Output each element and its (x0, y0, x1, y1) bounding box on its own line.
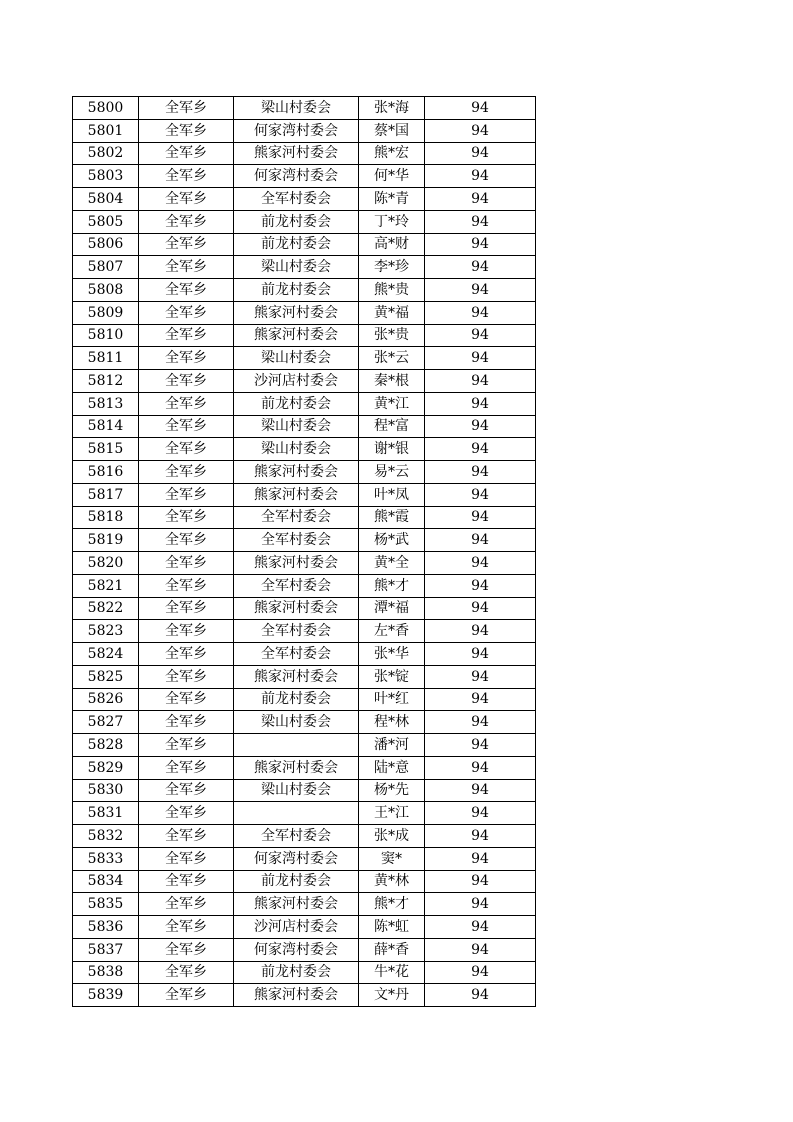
township-cell: 全军乡 (139, 256, 234, 279)
person-name-cell: 黄*全 (359, 552, 425, 575)
table-row (73, 574, 536, 597)
row-number-cell: 5804 (73, 188, 139, 211)
township-cell: 全军乡 (139, 643, 234, 666)
table-row (73, 916, 536, 939)
township-cell: 全军乡 (139, 438, 234, 461)
row-number-cell: 5824 (73, 643, 139, 666)
score-cell: 94 (425, 802, 536, 825)
village-committee-cell: 熊家河村委会 (234, 665, 359, 688)
village-committee-cell: 梁山村委会 (234, 347, 359, 370)
village-committee-cell: 前龙村委会 (234, 279, 359, 302)
person-name-cell: 黄*福 (359, 301, 425, 324)
person-name-cell: 叶*凤 (359, 483, 425, 506)
table-row (73, 438, 536, 461)
row-number-cell: 5835 (73, 893, 139, 916)
village-committee-cell: 熊家河村委会 (234, 142, 359, 165)
table-row (73, 97, 536, 120)
score-cell: 94 (425, 461, 536, 484)
row-number-cell: 5831 (73, 802, 139, 825)
person-name-cell: 丁*玲 (359, 210, 425, 233)
row-number-cell: 5819 (73, 529, 139, 552)
person-name-cell: 熊*才 (359, 893, 425, 916)
township-cell: 全军乡 (139, 370, 234, 393)
score-cell: 94 (425, 643, 536, 666)
row-number-cell: 5837 (73, 938, 139, 961)
person-name-cell: 黄*江 (359, 392, 425, 415)
township-cell: 全军乡 (139, 324, 234, 347)
village-committee-cell: 全军村委会 (234, 620, 359, 643)
table-row (73, 984, 536, 1007)
table-row (73, 597, 536, 620)
table-row (73, 665, 536, 688)
township-cell: 全军乡 (139, 870, 234, 893)
score-cell: 94 (425, 506, 536, 529)
village-committee-cell: 熊家河村委会 (234, 301, 359, 324)
table-row (73, 461, 536, 484)
score-cell: 94 (425, 984, 536, 1007)
person-name-cell: 陆*意 (359, 756, 425, 779)
person-name-cell: 黄*林 (359, 870, 425, 893)
row-number-cell: 5822 (73, 597, 139, 620)
township-cell: 全军乡 (139, 97, 234, 120)
score-cell: 94 (425, 734, 536, 757)
village-committee-cell: 梁山村委会 (234, 438, 359, 461)
score-cell: 94 (425, 233, 536, 256)
row-number-cell: 5830 (73, 779, 139, 802)
row-number-cell: 5815 (73, 438, 139, 461)
score-cell: 94 (425, 438, 536, 461)
township-cell: 全军乡 (139, 119, 234, 142)
row-number-cell: 5833 (73, 847, 139, 870)
person-name-cell: 左*香 (359, 620, 425, 643)
score-cell: 94 (425, 961, 536, 984)
score-cell: 94 (425, 142, 536, 165)
township-cell: 全军乡 (139, 620, 234, 643)
row-number-cell: 5820 (73, 552, 139, 575)
table-row (73, 779, 536, 802)
person-name-cell: 熊*霞 (359, 506, 425, 529)
row-number-cell: 5802 (73, 142, 139, 165)
village-committee-cell (234, 802, 359, 825)
village-committee-cell: 何家湾村委会 (234, 847, 359, 870)
table-row (73, 415, 536, 438)
table-row (73, 552, 536, 575)
person-name-cell: 李*珍 (359, 256, 425, 279)
person-name-cell: 熊*贵 (359, 279, 425, 302)
table-row (73, 256, 536, 279)
village-committee-cell: 全军村委会 (234, 506, 359, 529)
table-row (73, 279, 536, 302)
village-committee-cell: 前龙村委会 (234, 961, 359, 984)
row-number-cell: 5807 (73, 256, 139, 279)
row-number-cell: 5836 (73, 916, 139, 939)
village-committee-cell: 熊家河村委会 (234, 984, 359, 1007)
person-name-cell: 程*林 (359, 711, 425, 734)
table-row (73, 370, 536, 393)
table-row (73, 324, 536, 347)
score-cell: 94 (425, 620, 536, 643)
table-row (73, 734, 536, 757)
village-committee-cell: 前龙村委会 (234, 392, 359, 415)
person-name-cell: 陈*虹 (359, 916, 425, 939)
township-cell: 全军乡 (139, 893, 234, 916)
person-name-cell: 文*丹 (359, 984, 425, 1007)
row-number-cell: 5821 (73, 574, 139, 597)
table-row (73, 165, 536, 188)
person-name-cell: 熊*宏 (359, 142, 425, 165)
score-cell: 94 (425, 279, 536, 302)
township-cell: 全军乡 (139, 392, 234, 415)
person-name-cell: 窦* (359, 847, 425, 870)
row-number-cell: 5828 (73, 734, 139, 757)
table-row (73, 870, 536, 893)
person-name-cell: 陈*青 (359, 188, 425, 211)
score-cell: 94 (425, 665, 536, 688)
row-number-cell: 5839 (73, 984, 139, 1007)
table-row (73, 506, 536, 529)
row-number-cell: 5829 (73, 756, 139, 779)
table-row (73, 938, 536, 961)
person-name-cell: 熊*才 (359, 574, 425, 597)
score-cell: 94 (425, 893, 536, 916)
table-row (73, 119, 536, 142)
village-committee-cell: 熊家河村委会 (234, 756, 359, 779)
person-name-cell: 何*华 (359, 165, 425, 188)
table-row (73, 620, 536, 643)
township-cell: 全军乡 (139, 301, 234, 324)
table-row (73, 529, 536, 552)
row-number-cell: 5834 (73, 870, 139, 893)
village-committee-cell: 全军村委会 (234, 529, 359, 552)
village-committee-cell (234, 734, 359, 757)
table-row (73, 756, 536, 779)
person-name-cell: 王*江 (359, 802, 425, 825)
township-cell: 全军乡 (139, 142, 234, 165)
village-committee-cell: 梁山村委会 (234, 711, 359, 734)
row-number-cell: 5808 (73, 279, 139, 302)
person-name-cell: 张*成 (359, 825, 425, 848)
table-row (73, 142, 536, 165)
row-number-cell: 5811 (73, 347, 139, 370)
row-number-cell: 5814 (73, 415, 139, 438)
township-cell: 全军乡 (139, 825, 234, 848)
person-name-cell: 高*财 (359, 233, 425, 256)
village-committee-cell: 熊家河村委会 (234, 597, 359, 620)
person-name-cell: 张*锭 (359, 665, 425, 688)
village-committee-cell: 全军村委会 (234, 825, 359, 848)
village-committee-cell: 梁山村委会 (234, 97, 359, 120)
table-row (73, 188, 536, 211)
person-name-cell: 蔡*国 (359, 119, 425, 142)
village-committee-cell: 何家湾村委会 (234, 165, 359, 188)
township-cell: 全军乡 (139, 529, 234, 552)
village-committee-cell: 沙河店村委会 (234, 916, 359, 939)
township-cell: 全军乡 (139, 415, 234, 438)
township-cell: 全军乡 (139, 597, 234, 620)
township-cell: 全军乡 (139, 574, 234, 597)
score-cell: 94 (425, 574, 536, 597)
score-cell: 94 (425, 392, 536, 415)
township-cell: 全军乡 (139, 847, 234, 870)
score-cell: 94 (425, 415, 536, 438)
score-cell: 94 (425, 916, 536, 939)
person-name-cell: 杨*先 (359, 779, 425, 802)
table-row (73, 392, 536, 415)
village-committee-cell: 前龙村委会 (234, 210, 359, 233)
township-cell: 全军乡 (139, 188, 234, 211)
person-name-cell: 程*富 (359, 415, 425, 438)
table-row (73, 847, 536, 870)
village-committee-cell: 全军村委会 (234, 643, 359, 666)
person-name-cell: 牛*花 (359, 961, 425, 984)
score-cell: 94 (425, 688, 536, 711)
village-committee-cell: 何家湾村委会 (234, 119, 359, 142)
township-cell: 全军乡 (139, 665, 234, 688)
village-committee-cell: 沙河店村委会 (234, 370, 359, 393)
table-row (73, 483, 536, 506)
table-body (73, 97, 536, 1007)
table-row (73, 802, 536, 825)
score-cell: 94 (425, 347, 536, 370)
table-row (73, 347, 536, 370)
row-number-cell: 5832 (73, 825, 139, 848)
township-cell: 全军乡 (139, 756, 234, 779)
township-cell: 全军乡 (139, 552, 234, 575)
person-name-cell: 张*华 (359, 643, 425, 666)
score-cell: 94 (425, 870, 536, 893)
score-cell: 94 (425, 210, 536, 233)
score-cell: 94 (425, 324, 536, 347)
village-committee-cell: 何家湾村委会 (234, 938, 359, 961)
person-name-cell: 潭*福 (359, 597, 425, 620)
village-committee-cell: 全军村委会 (234, 188, 359, 211)
score-cell: 94 (425, 370, 536, 393)
village-committee-cell: 前龙村委会 (234, 870, 359, 893)
row-number-cell: 5801 (73, 119, 139, 142)
table-row (73, 210, 536, 233)
row-number-cell: 5813 (73, 392, 139, 415)
table-row (73, 711, 536, 734)
township-cell: 全军乡 (139, 506, 234, 529)
village-committee-cell: 熊家河村委会 (234, 324, 359, 347)
township-cell: 全军乡 (139, 233, 234, 256)
score-cell: 94 (425, 97, 536, 120)
township-cell: 全军乡 (139, 779, 234, 802)
score-cell: 94 (425, 938, 536, 961)
data-table (72, 96, 536, 1007)
village-committee-cell: 熊家河村委会 (234, 483, 359, 506)
score-cell: 94 (425, 756, 536, 779)
village-committee-cell: 前龙村委会 (234, 688, 359, 711)
township-cell: 全军乡 (139, 347, 234, 370)
score-cell: 94 (425, 188, 536, 211)
person-name-cell: 张*贵 (359, 324, 425, 347)
row-number-cell: 5827 (73, 711, 139, 734)
village-committee-cell: 前龙村委会 (234, 233, 359, 256)
score-cell: 94 (425, 119, 536, 142)
table-row (73, 688, 536, 711)
township-cell: 全军乡 (139, 984, 234, 1007)
score-cell: 94 (425, 597, 536, 620)
township-cell: 全军乡 (139, 802, 234, 825)
person-name-cell: 张*云 (359, 347, 425, 370)
score-cell: 94 (425, 483, 536, 506)
row-number-cell: 5823 (73, 620, 139, 643)
township-cell: 全军乡 (139, 165, 234, 188)
row-number-cell: 5816 (73, 461, 139, 484)
table-row (73, 643, 536, 666)
row-number-cell: 5818 (73, 506, 139, 529)
township-cell: 全军乡 (139, 938, 234, 961)
table-row (73, 825, 536, 848)
township-cell: 全军乡 (139, 279, 234, 302)
table-row (73, 233, 536, 256)
township-cell: 全军乡 (139, 688, 234, 711)
township-cell: 全军乡 (139, 916, 234, 939)
row-number-cell: 5825 (73, 665, 139, 688)
score-cell: 94 (425, 165, 536, 188)
township-cell: 全军乡 (139, 210, 234, 233)
person-name-cell: 张*海 (359, 97, 425, 120)
person-name-cell: 叶*红 (359, 688, 425, 711)
village-committee-cell: 梁山村委会 (234, 256, 359, 279)
row-number-cell: 5806 (73, 233, 139, 256)
township-cell: 全军乡 (139, 711, 234, 734)
township-cell: 全军乡 (139, 961, 234, 984)
score-cell: 94 (425, 711, 536, 734)
person-name-cell: 易*云 (359, 461, 425, 484)
row-number-cell: 5826 (73, 688, 139, 711)
person-name-cell: 谢*银 (359, 438, 425, 461)
score-cell: 94 (425, 256, 536, 279)
village-committee-cell: 熊家河村委会 (234, 461, 359, 484)
score-cell: 94 (425, 779, 536, 802)
village-committee-cell: 熊家河村委会 (234, 893, 359, 916)
village-committee-cell: 梁山村委会 (234, 779, 359, 802)
township-cell: 全军乡 (139, 483, 234, 506)
row-number-cell: 5812 (73, 370, 139, 393)
table-row (73, 301, 536, 324)
row-number-cell: 5817 (73, 483, 139, 506)
village-committee-cell: 梁山村委会 (234, 415, 359, 438)
score-cell: 94 (425, 847, 536, 870)
row-number-cell: 5800 (73, 97, 139, 120)
score-cell: 94 (425, 825, 536, 848)
township-cell: 全军乡 (139, 461, 234, 484)
row-number-cell: 5838 (73, 961, 139, 984)
table-row (73, 961, 536, 984)
score-cell: 94 (425, 552, 536, 575)
row-number-cell: 5810 (73, 324, 139, 347)
score-cell: 94 (425, 529, 536, 552)
person-name-cell: 秦*根 (359, 370, 425, 393)
row-number-cell: 5809 (73, 301, 139, 324)
row-number-cell: 5803 (73, 165, 139, 188)
score-cell: 94 (425, 301, 536, 324)
township-cell: 全军乡 (139, 734, 234, 757)
village-committee-cell: 熊家河村委会 (234, 552, 359, 575)
village-committee-cell: 全军村委会 (234, 574, 359, 597)
person-name-cell: 薛*香 (359, 938, 425, 961)
person-name-cell: 潘*河 (359, 734, 425, 757)
person-name-cell: 杨*武 (359, 529, 425, 552)
table-row (73, 893, 536, 916)
row-number-cell: 5805 (73, 210, 139, 233)
